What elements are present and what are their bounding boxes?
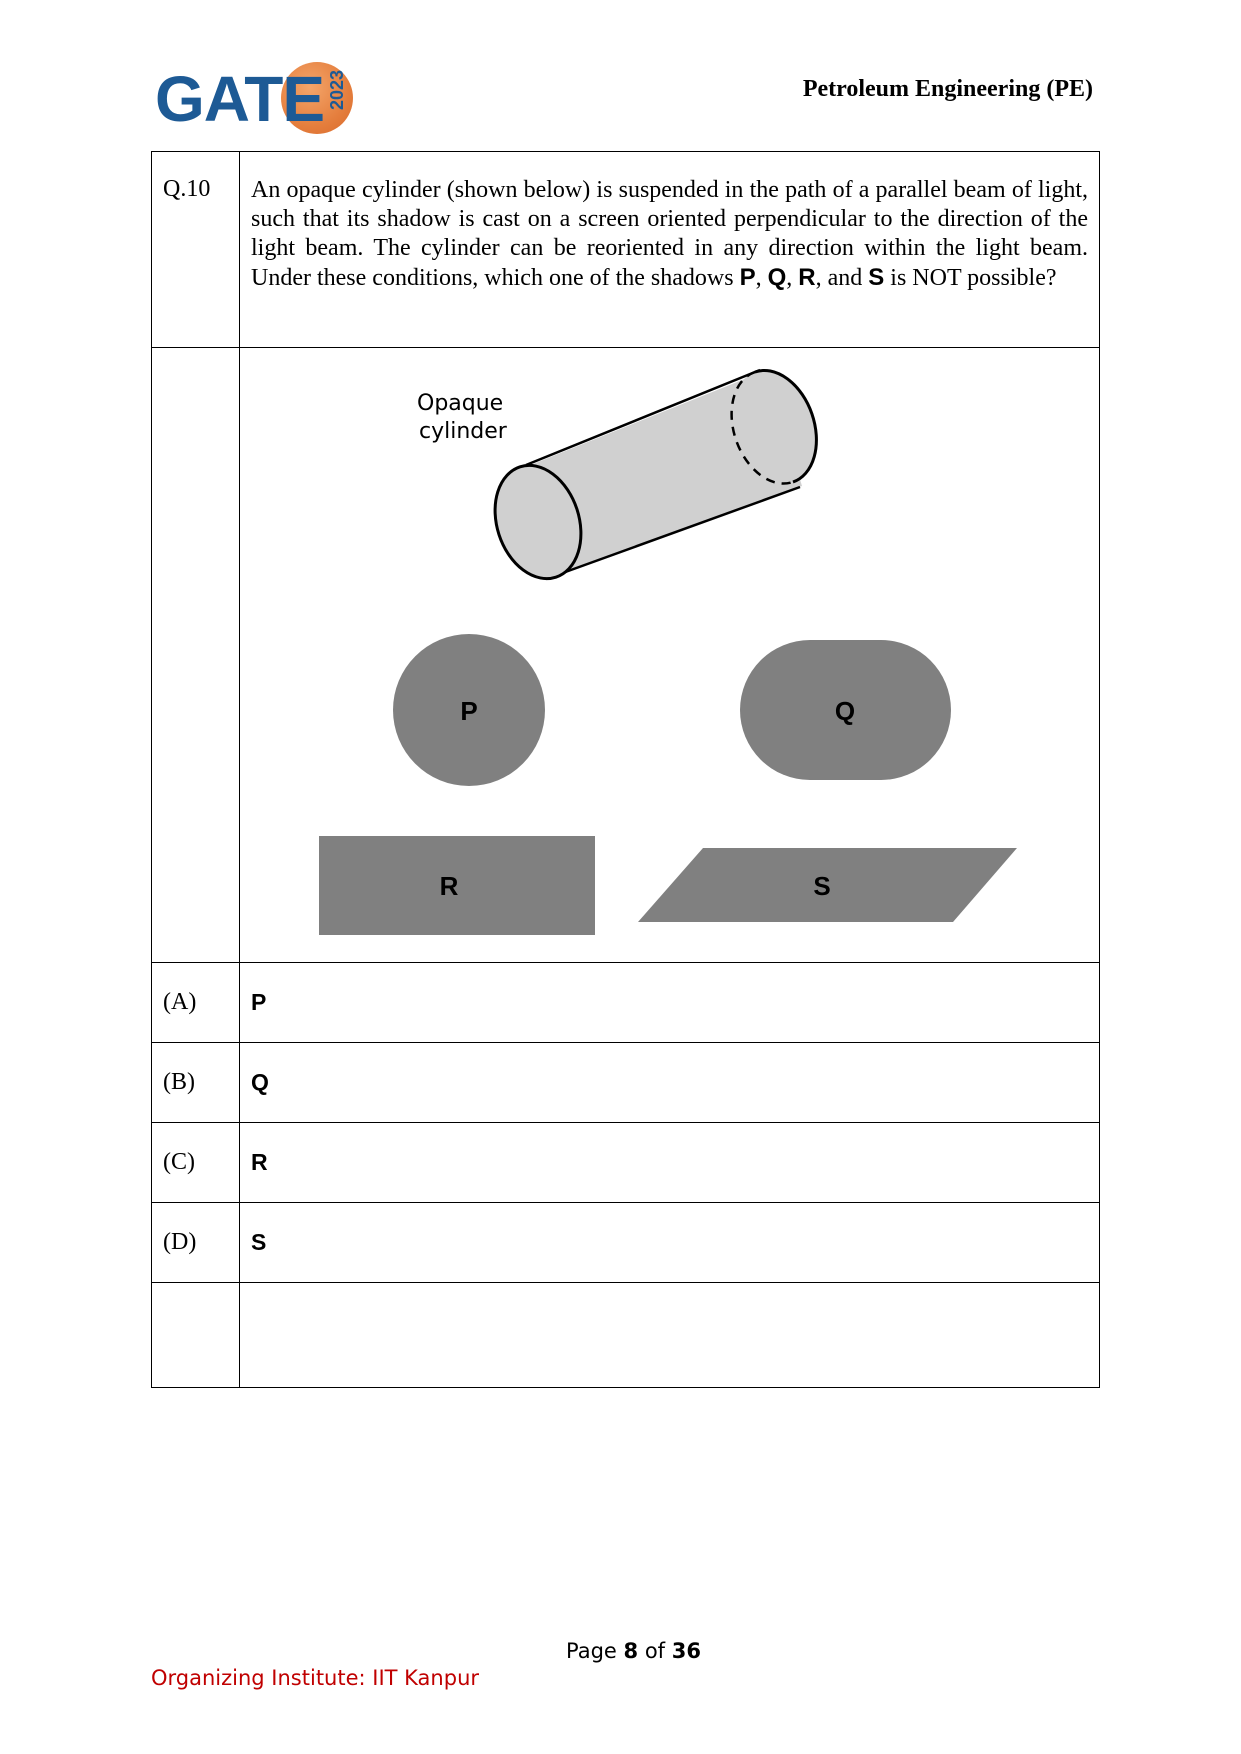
shadow-p-label: P: [460, 696, 478, 726]
option-b-label: (B): [152, 1043, 240, 1123]
logo-year: 2023: [327, 70, 347, 111]
option-a-label: (A): [152, 963, 240, 1043]
figure-cell: [240, 348, 1100, 963]
option-d-value[interactable]: S: [240, 1203, 1100, 1283]
question-shadow-q: Q: [767, 264, 787, 291]
question-shadow-s: S: [868, 264, 885, 291]
shadow-s-label: S: [813, 871, 831, 901]
page-current: 8: [623, 1639, 639, 1663]
question-number: Q.10: [152, 152, 240, 348]
question-sep3: , and: [815, 265, 869, 291]
question-text: [251, 176, 1088, 293]
page-prefix: Page: [566, 1639, 624, 1663]
blank-row: [152, 1283, 1100, 1388]
gate-logo: [155, 58, 365, 140]
option-c-label: (C): [152, 1123, 240, 1203]
question-sep2: ,: [786, 265, 799, 291]
shadow-r-label: R: [439, 871, 459, 901]
question-shadow-p: P: [739, 264, 756, 291]
option-c-row[interactable]: [152, 1123, 1100, 1203]
question-row: [152, 152, 1100, 348]
option-d-label: (D): [152, 1203, 240, 1283]
cylinder-figure: [240, 348, 1100, 962]
blank-body-cell: [240, 1283, 1100, 1388]
question-sep1: ,: [755, 265, 768, 291]
organizing-institute: Organizing Institute: IIT Kanpur: [151, 1666, 480, 1690]
page-of: of: [638, 1639, 672, 1663]
page-number: [566, 1639, 701, 1663]
shadow-q-label: Q: [834, 696, 856, 726]
subject-title: Petroleum Engineering (PE): [802, 76, 1093, 102]
question-table: [151, 151, 1100, 1388]
option-a-value[interactable]: P: [240, 963, 1100, 1043]
page-total: 36: [671, 1639, 701, 1663]
question-cell: [240, 152, 1100, 348]
option-a-row[interactable]: [152, 963, 1100, 1043]
option-b-row[interactable]: [152, 1043, 1100, 1123]
blank-number-cell: [152, 1283, 240, 1388]
question-shadow-r: R: [798, 264, 816, 291]
figure-row: [152, 348, 1100, 963]
cylinder-label-line1: Opaque: [417, 391, 504, 416]
logo-text: GATE: [155, 63, 325, 135]
question-text-part2: is NOT possible?: [884, 265, 1057, 291]
figure-number-cell: [152, 348, 240, 963]
cylinder-label-line2: cylinder: [419, 419, 507, 444]
question-text-part1: An opaque cylinder (shown below) is suspended in the path of a parallel beam of light, such that its shadow is cast on a screen oriented perpendicular to the direction of the light beam. The cylinder can be reoriented in any direction within the light beam. Under these conditions, which one of the shadows: [251, 177, 1088, 291]
option-b-value[interactable]: Q: [240, 1043, 1100, 1123]
option-d-row[interactable]: [152, 1203, 1100, 1283]
option-c-value[interactable]: R: [240, 1123, 1100, 1203]
